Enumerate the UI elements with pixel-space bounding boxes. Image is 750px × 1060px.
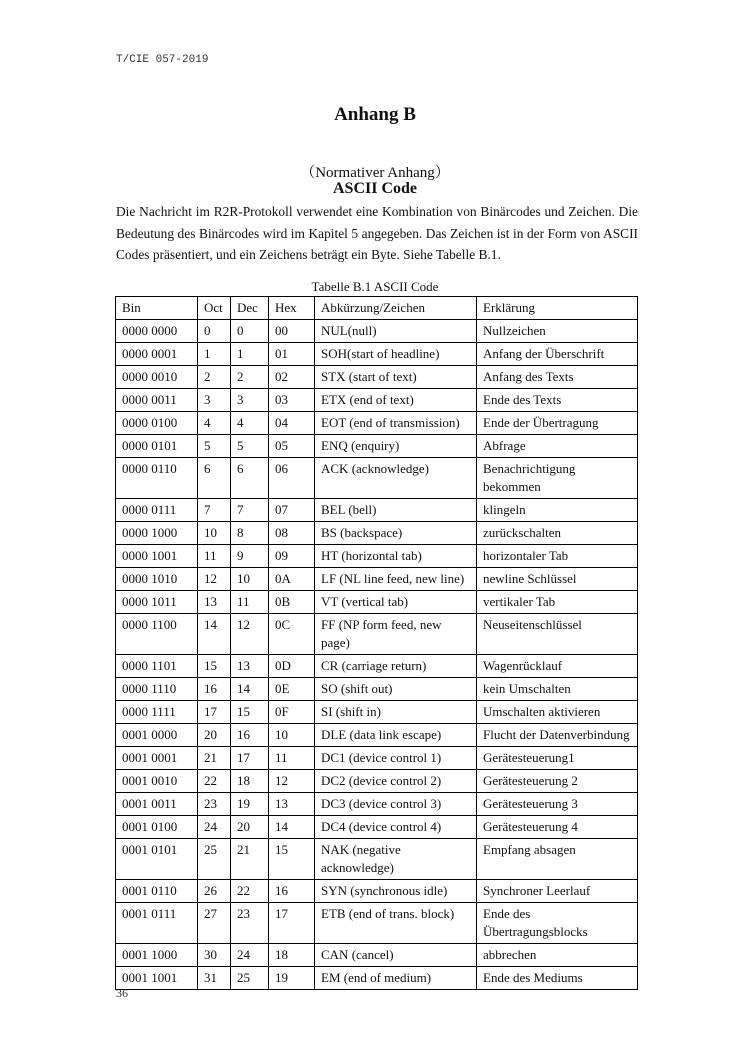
table-cell: 10 — [231, 568, 269, 591]
table-cell: Abfrage — [477, 435, 638, 458]
table-caption: Tabelle B.1 ASCII Code — [311, 279, 439, 294]
table-row — [116, 412, 638, 435]
table-cell: 0000 1010 — [116, 568, 198, 591]
table-cell: Ende des Mediums — [477, 967, 638, 990]
table-cell: 0000 1100 — [116, 614, 198, 655]
table-cell: 2 — [198, 366, 231, 389]
table-cell: Ende des Übertragungsblocks — [477, 903, 638, 944]
table-header-row — [116, 297, 638, 320]
appendix-subtitle: （Normativer Anhang） — [300, 165, 450, 181]
table-cell: 0000 1110 — [116, 678, 198, 701]
table-cell: 22 — [231, 880, 269, 903]
table-cell: LF (NL line feed, new line) — [315, 568, 477, 591]
table-cell: 1 — [231, 343, 269, 366]
table-cell: STX (start of text) — [315, 366, 477, 389]
table-cell: 20 — [231, 816, 269, 839]
table-row — [116, 839, 638, 880]
table-cell: Gerätesteuerung1 — [477, 747, 638, 770]
table-cell: 10 — [269, 724, 315, 747]
table-cell: 0 — [198, 320, 231, 343]
table-cell: EM (end of medium) — [315, 967, 477, 990]
table-row — [116, 655, 638, 678]
table-cell: 23 — [231, 903, 269, 944]
table-cell: 0000 0111 — [116, 499, 198, 522]
table-cell: Gerätesteuerung 3 — [477, 793, 638, 816]
table-cell: kein Umschalten — [477, 678, 638, 701]
table-cell: SO (shift out) — [315, 678, 477, 701]
table-cell: CR (carriage return) — [315, 655, 477, 678]
table-cell: 0000 1001 — [116, 545, 198, 568]
table-cell: 30 — [198, 944, 231, 967]
table-cell: 20 — [198, 724, 231, 747]
table-cell: 21 — [198, 747, 231, 770]
table-cell: Wagenrücklauf — [477, 655, 638, 678]
page-number: 36 — [116, 986, 128, 1000]
table-cell: 17 — [231, 747, 269, 770]
table-cell: 19 — [269, 967, 315, 990]
column-header: Hex — [269, 297, 315, 320]
table-cell: 25 — [198, 839, 231, 880]
table-cell: klingeln — [477, 499, 638, 522]
table-cell: 0F — [269, 701, 315, 724]
table-row — [116, 770, 638, 793]
table-cell: 0000 1111 — [116, 701, 198, 724]
table-cell: BEL (bell) — [315, 499, 477, 522]
table-row — [116, 747, 638, 770]
table-cell: FF (NP form feed, new page) — [315, 614, 477, 655]
table-cell: 27 — [198, 903, 231, 944]
table-cell: 21 — [231, 839, 269, 880]
table-cell: 01 — [269, 343, 315, 366]
table-cell: BS (backspace) — [315, 522, 477, 545]
table-cell: 15 — [198, 655, 231, 678]
table-cell: Benachrichtigung bekommen — [477, 458, 638, 499]
table-cell: 18 — [231, 770, 269, 793]
table-cell: 3 — [198, 389, 231, 412]
table-cell: 15 — [231, 701, 269, 724]
table-cell: 09 — [269, 545, 315, 568]
table-cell: 5 — [198, 435, 231, 458]
table-cell: DC4 (device control 4) — [315, 816, 477, 839]
table-cell: 16 — [198, 678, 231, 701]
ascii-table — [115, 296, 638, 990]
table-row — [116, 458, 638, 499]
section-title: ASCII Code — [332, 180, 417, 197]
table-cell: 0000 1011 — [116, 591, 198, 614]
table-cell: 14 — [269, 816, 315, 839]
table-cell: 0000 0001 — [116, 343, 198, 366]
table-body — [116, 320, 638, 990]
column-header: Oct — [198, 297, 231, 320]
table-cell: 08 — [269, 522, 315, 545]
table-cell: Synchroner Leerlauf — [477, 880, 638, 903]
table-cell: 17 — [198, 701, 231, 724]
table-cell: ENQ (enquiry) — [315, 435, 477, 458]
table-cell: 18 — [269, 944, 315, 967]
table-row — [116, 724, 638, 747]
table-cell: 0000 1101 — [116, 655, 198, 678]
table-cell: 0001 0101 — [116, 839, 198, 880]
table-cell: DC3 (device control 3) — [315, 793, 477, 816]
table-cell: 00 — [269, 320, 315, 343]
table-cell: ACK (acknowledge) — [315, 458, 477, 499]
table-cell: 0D — [269, 655, 315, 678]
table-cell: 0000 0000 — [116, 320, 198, 343]
table-row — [116, 944, 638, 967]
table-cell: DC1 (device control 1) — [315, 747, 477, 770]
table-cell: Empfang absagen — [477, 839, 638, 880]
table-cell: 0000 0101 — [116, 435, 198, 458]
table-cell: 2 — [231, 366, 269, 389]
table-cell: 0001 1001 — [116, 967, 198, 990]
table-cell: ETX (end of text) — [315, 389, 477, 412]
table-cell: 10 — [198, 522, 231, 545]
table-cell: 6 — [231, 458, 269, 499]
table-cell: 0001 0100 — [116, 816, 198, 839]
table-cell: Umschalten aktivieren — [477, 701, 638, 724]
table-cell: DC2 (device control 2) — [315, 770, 477, 793]
table-cell: 5 — [231, 435, 269, 458]
table-cell: NUL(null) — [315, 320, 477, 343]
table-cell: 11 — [198, 545, 231, 568]
table-row — [116, 967, 638, 990]
table-cell: 24 — [198, 816, 231, 839]
table-row — [116, 435, 638, 458]
table-cell: Gerätesteuerung 2 — [477, 770, 638, 793]
table-cell: 11 — [269, 747, 315, 770]
table-row — [116, 816, 638, 839]
table-row — [116, 389, 638, 412]
table-cell: 31 — [198, 967, 231, 990]
table-cell: 0000 1000 — [116, 522, 198, 545]
table-cell: 25 — [231, 967, 269, 990]
table-cell: 0A — [269, 568, 315, 591]
table-cell: Neuseitenschlüssel — [477, 614, 638, 655]
table-cell: 17 — [269, 903, 315, 944]
table-cell: 0000 0011 — [116, 389, 198, 412]
table-cell: 0E — [269, 678, 315, 701]
table-cell: 23 — [198, 793, 231, 816]
table-cell: 0001 0010 — [116, 770, 198, 793]
table-cell: HT (horizontal tab) — [315, 545, 477, 568]
table-cell: 16 — [269, 880, 315, 903]
table-cell: EOT (end of transmission) — [315, 412, 477, 435]
table-cell: 14 — [231, 678, 269, 701]
table-row — [116, 320, 638, 343]
table-cell: zurückschalten — [477, 522, 638, 545]
table-cell: horizontaler Tab — [477, 545, 638, 568]
table-cell: 16 — [231, 724, 269, 747]
table-cell: newline Schlüssel — [477, 568, 638, 591]
table-row — [116, 343, 638, 366]
table-cell: 26 — [198, 880, 231, 903]
table-cell: 0001 0001 — [116, 747, 198, 770]
table-cell: 24 — [231, 944, 269, 967]
document-code: T/CIE 057-2019 — [116, 54, 209, 66]
table-cell: 13 — [198, 591, 231, 614]
table-cell: 14 — [198, 614, 231, 655]
table-cell: 4 — [198, 412, 231, 435]
table-cell: Gerätesteuerung 4 — [477, 816, 638, 839]
table-cell: 0B — [269, 591, 315, 614]
table-cell: 4 — [231, 412, 269, 435]
table-cell: SOH(start of headline) — [315, 343, 477, 366]
table-cell: NAK (negative acknowledge) — [315, 839, 477, 880]
table-row — [116, 678, 638, 701]
table-cell: ETB (end of trans. block) — [315, 903, 477, 944]
table-cell: 3 — [231, 389, 269, 412]
table-cell: Anfang des Texts — [477, 366, 638, 389]
table-cell: 0001 0011 — [116, 793, 198, 816]
appendix-title: Anhang B — [334, 104, 416, 125]
table-cell: 15 — [269, 839, 315, 880]
table-row — [116, 545, 638, 568]
table-cell: Nullzeichen — [477, 320, 638, 343]
table-row — [116, 522, 638, 545]
table-cell: 0 — [231, 320, 269, 343]
table-row — [116, 903, 638, 944]
table-cell: 12 — [198, 568, 231, 591]
table-cell: 0000 0110 — [116, 458, 198, 499]
table-cell: 05 — [269, 435, 315, 458]
table-cell: 9 — [231, 545, 269, 568]
table-cell: Ende des Texts — [477, 389, 638, 412]
table-cell: 13 — [231, 655, 269, 678]
table-cell: vertikaler Tab — [477, 591, 638, 614]
table-cell: 02 — [269, 366, 315, 389]
table-row — [116, 614, 638, 655]
table-cell: 0C — [269, 614, 315, 655]
intro-paragraph: Die Nachricht im R2R-Protokoll verwendet eine Kombination von Binärcodes und Zeichen. Die Bedeutung des Binärcodes wird im Kapitel 5 angegeben. Das Zeichen ist in der Form von ASCII Codes präsentiert, und ein Zeichens beträgt ein Byte. Siehe Tabelle B.1. — [116, 204, 638, 262]
table-row — [116, 591, 638, 614]
table-cell: 22 — [198, 770, 231, 793]
table-cell: VT (vertical tab) — [315, 591, 477, 614]
table-row — [116, 568, 638, 591]
table-row — [116, 793, 638, 816]
table-cell: SI (shift in) — [315, 701, 477, 724]
table-cell: 07 — [269, 499, 315, 522]
table-cell: 1 — [198, 343, 231, 366]
table-cell: 0001 0000 — [116, 724, 198, 747]
table-cell: 8 — [231, 522, 269, 545]
table-cell: 13 — [269, 793, 315, 816]
table-row — [116, 366, 638, 389]
table-cell: Anfang der Überschrift — [477, 343, 638, 366]
table-cell: 19 — [231, 793, 269, 816]
table-cell: 7 — [198, 499, 231, 522]
table-cell: 7 — [231, 499, 269, 522]
column-header: Abkürzung/Zeichen — [315, 297, 477, 320]
table-cell: Ende der Übertragung — [477, 412, 638, 435]
table-cell: 04 — [269, 412, 315, 435]
table-cell: CAN (cancel) — [315, 944, 477, 967]
table-cell: Flucht der Datenverbindung — [477, 724, 638, 747]
column-header: Bin — [116, 297, 198, 320]
table-row — [116, 499, 638, 522]
column-header: Erklärung — [477, 297, 638, 320]
column-header: Dec — [231, 297, 269, 320]
table-cell: 03 — [269, 389, 315, 412]
table-cell: 12 — [269, 770, 315, 793]
table-cell: SYN (synchronous idle) — [315, 880, 477, 903]
table-cell: DLE (data link escape) — [315, 724, 477, 747]
table-cell: 06 — [269, 458, 315, 499]
table-cell: 0001 0110 — [116, 880, 198, 903]
table-row — [116, 880, 638, 903]
table-cell: 12 — [231, 614, 269, 655]
table-cell: 0000 0100 — [116, 412, 198, 435]
table-cell: 0001 1000 — [116, 944, 198, 967]
table-cell: 0000 0010 — [116, 366, 198, 389]
table-cell: 6 — [198, 458, 231, 499]
table-cell: 11 — [231, 591, 269, 614]
table-cell: 0001 0111 — [116, 903, 198, 944]
table-row — [116, 701, 638, 724]
table-cell: abbrechen — [477, 944, 638, 967]
